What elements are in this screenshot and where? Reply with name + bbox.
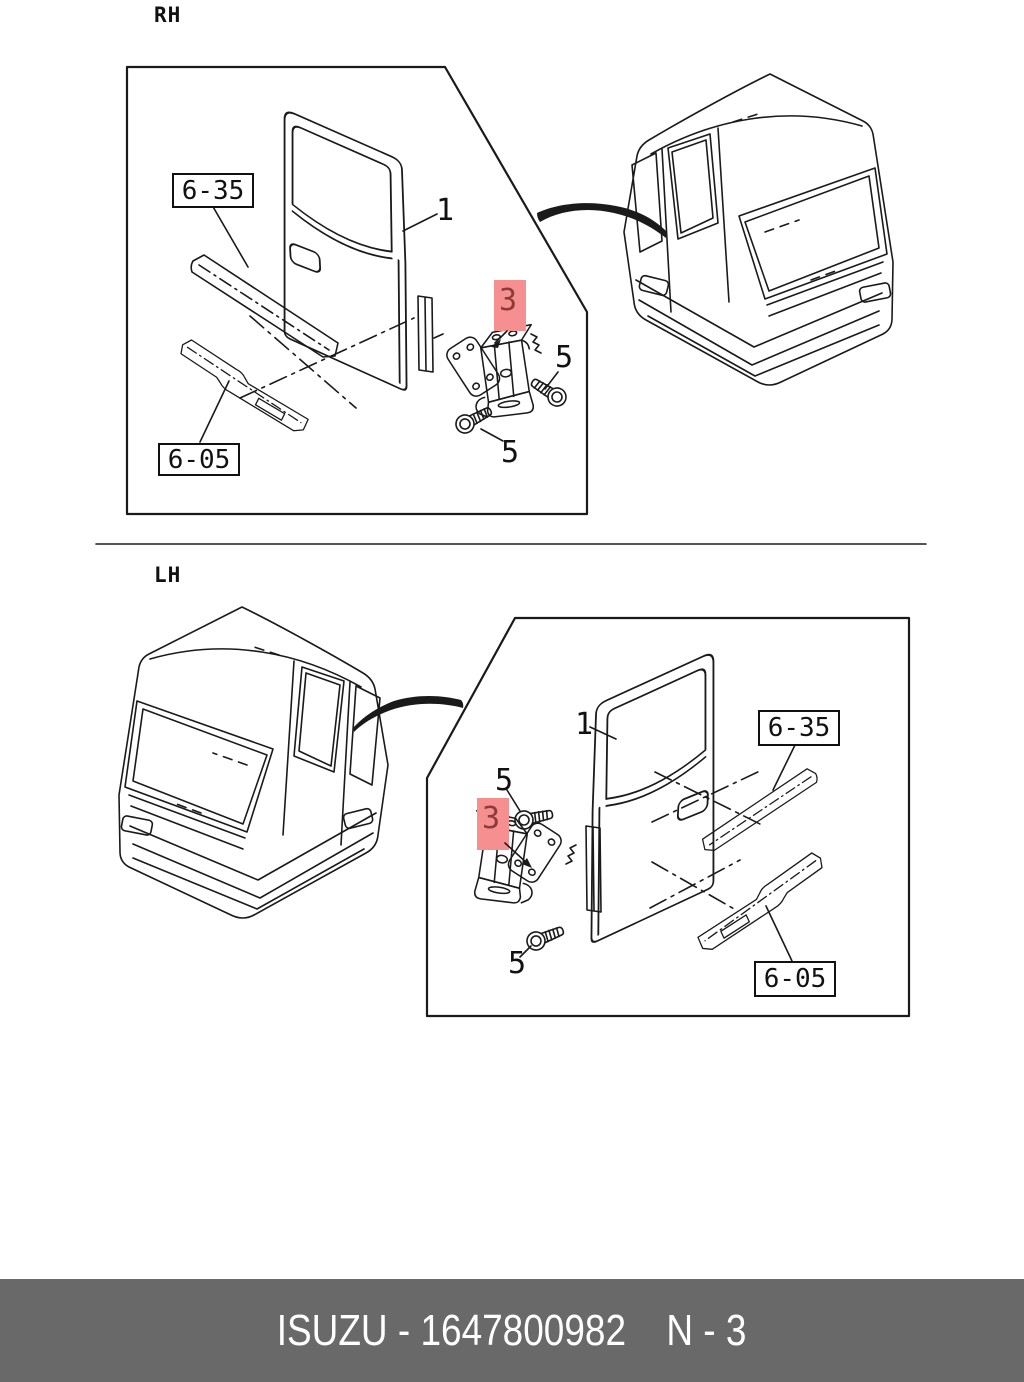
rh-ref-box-6-35[interactable]: 6-35	[172, 173, 254, 208]
lh-bolt-upper-label: 5	[495, 763, 514, 798]
lh-bolt-lower-label: 5	[508, 946, 527, 981]
lh-hinge-part-label[interactable]: 3	[482, 801, 501, 836]
rh-direction-arrow	[537, 203, 666, 238]
rh-hinge-part-label[interactable]: 3	[499, 283, 518, 318]
rh-bolt-lower-label: 5	[501, 435, 520, 470]
footer-page-ref: N - 3	[666, 1305, 747, 1355]
lh-direction-arrow	[353, 696, 463, 732]
rh-ref-box-6-05[interactable]: 6-05	[158, 443, 240, 476]
rh-bolt-upper-label: 5	[555, 340, 574, 375]
lh-ref-box-6-05[interactable]: 6-05	[754, 961, 836, 997]
rh-truck-cab	[537, 74, 893, 385]
lh-door-part-label: 1	[575, 707, 594, 742]
rh-side-label: RH	[154, 3, 182, 27]
footer-bar	[0, 1279, 1024, 1382]
footer-catalog-number: ISUZU - 1647800982	[277, 1305, 627, 1355]
lh-ref-box-6-35[interactable]: 6-35	[758, 710, 840, 746]
lh-side-label: LH	[154, 563, 182, 587]
rh-door-part-label: 1	[436, 193, 455, 228]
lh-truck-cab	[119, 607, 463, 918]
